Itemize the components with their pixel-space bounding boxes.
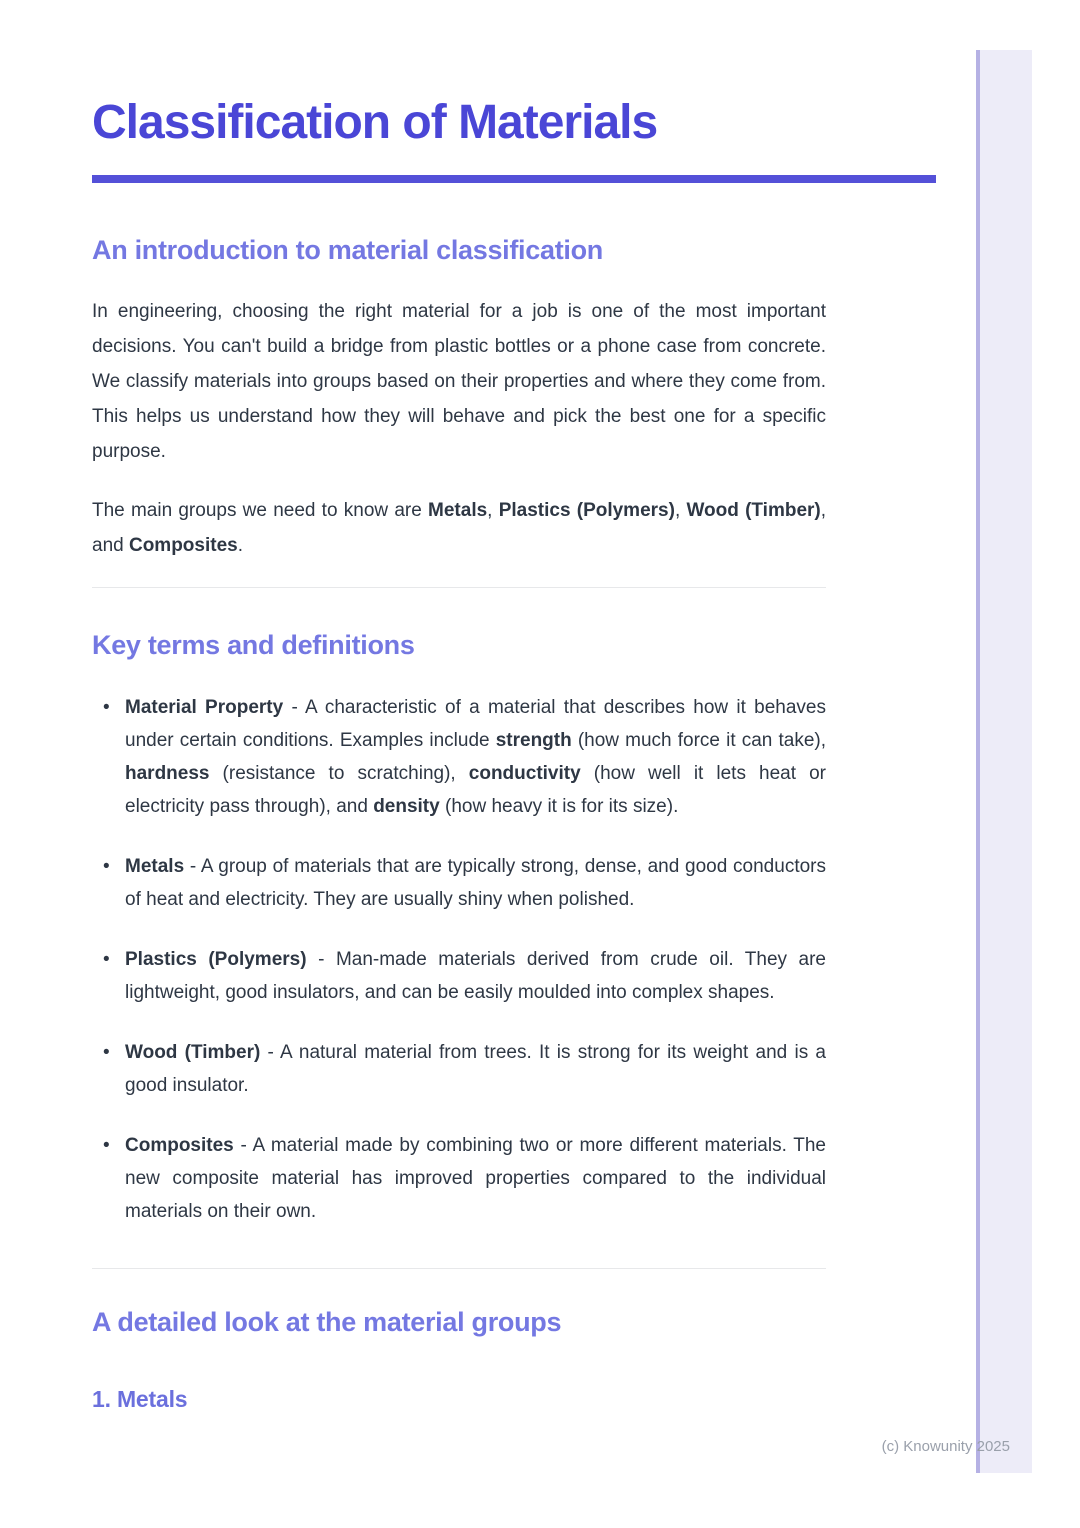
section-heading-introduction: An introduction to material classification: [92, 235, 603, 265]
intro-paragraph-2: The main groups we need to know are Metals, Plastics (Polymers), Wood (Timber), and Composites.: [92, 500, 827, 556]
list-item-material-property: • Material Property - A characteristic of a material that describes how it behaves under certain conditions. Examples include strength (how much force it can take), hardness (resistance to scratching), conductivity (how well it lets heat or electricity pass through), and density (how heavy it is for its size).: [92, 691, 826, 823]
section-divider: [92, 1268, 826, 1269]
section-divider: [92, 587, 826, 588]
title-underline: [92, 175, 936, 183]
page-edge-divider: [976, 50, 980, 1473]
section-heading-detailed-look: A detailed look at the material groups: [92, 1307, 562, 1337]
page-edge-panel: [980, 50, 1032, 1473]
list-item-metals: • Metals - A group of materials that are typically strong, dense, and good conductors of heat and electricity. They are usually shiny when polished.: [92, 850, 826, 916]
list-item-wood: • Wood (Timber) - A natural material from trees. It is strong for its weight and is a good insulator.: [92, 1036, 826, 1102]
document-title: Classification of Materials: [92, 96, 658, 149]
document-body: [92, 0, 826, 1413]
section-heading-key-terms: Key terms and definitions: [92, 630, 415, 660]
subsection-heading-metals: 1. Metals: [92, 1386, 188, 1412]
list-item-composites: • Composites - A material made by combining two or more different materials. The new composite material has improved properties compared to the individual materials on their own.: [92, 1129, 826, 1228]
key-terms-list: [92, 691, 826, 1228]
intro-paragraph-1: In engineering, choosing the right material for a job is one of the most important decisions. You can't build a bridge from plastic bottles or a phone case from concrete. We classify materials into groups based on their properties and where they come from. This helps us understand how they will behave and pick the best one for a specific purpose.: [92, 301, 826, 462]
list-item-plastics: • Plastics (Polymers) - Man-made materials derived from crude oil. They are lightweight, good insulators, and can be easily moulded into complex shapes.: [92, 943, 826, 1009]
copyright-watermark: (c) Knowunity 2025: [881, 1438, 1010, 1455]
